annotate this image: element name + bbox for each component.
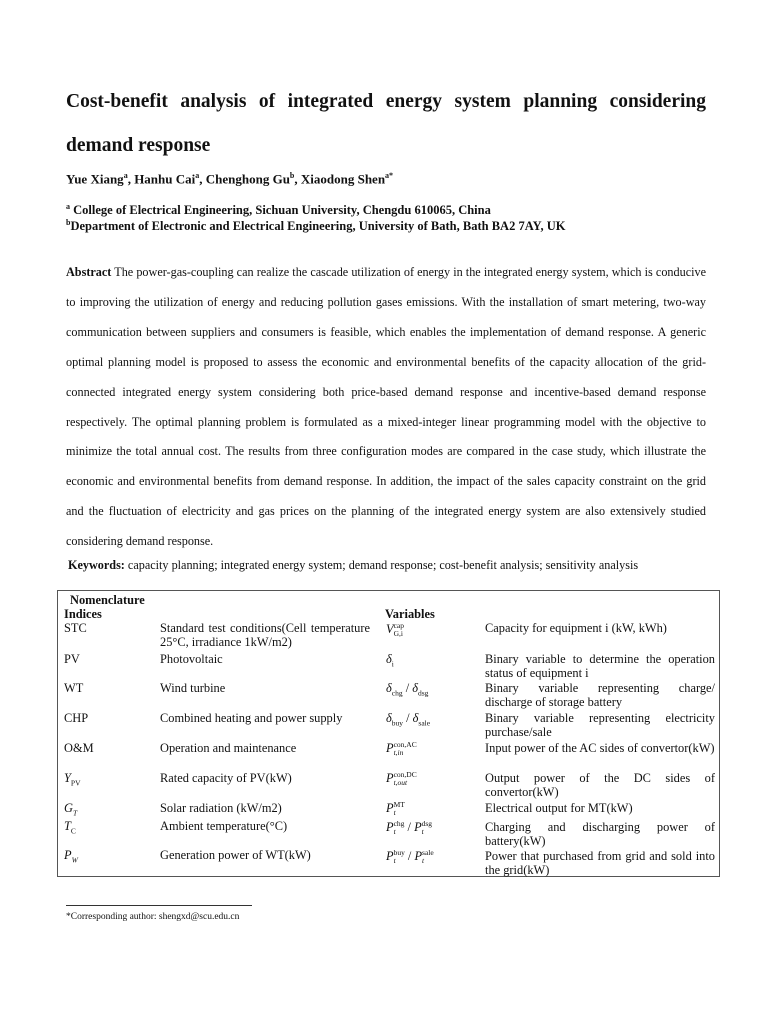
index-symbol: [64, 801, 77, 820]
variable-symbol: [386, 622, 404, 638]
symbol-subscript: G,i: [393, 629, 403, 639]
nomenclature-heading: Nomenclature: [70, 593, 145, 607]
symbol-base: P: [64, 848, 72, 862]
symbol-superscript: con,DC: [393, 770, 417, 780]
affiliation-mark: a: [66, 202, 70, 211]
abstract-label: Abstract: [66, 265, 112, 279]
symbol-base: P: [386, 801, 394, 815]
affiliation-a: [66, 202, 491, 218]
variable-description: Binary variable representing electricity purchase/sale: [485, 711, 715, 739]
variable-description: Binary variable representing charge/ discharge of storage battery: [485, 681, 715, 709]
symbol-subscript: PV: [70, 778, 81, 788]
index-description: Solar radiation (kW/m2): [160, 801, 282, 815]
abstract-text: The power-gas-coupling can realize the cascade utilization of energy in the integrated energy system, which is conducive to improving the utilization of energy and reducing pollution gases emissions. With the installation of smart metering, two-way communication between suppliers and consumers is feasible, which enables the implementation of demand response. A generic optimal planning model is proposed to assess the economic and environmental benefits of the capacity allocation of the grid-connected integrated energy system considering both price-based demand response and incentive-based demand response respectively. The optimal planning problem is formulated as a mixed-integer linear programming model with the objective to minimize the total annual cost. The results from three configuration modes are compared in the case study, which illustrate the economic and environmental benefits from demand response. In addition, the impact of the sales capacity constraint on the grid and the fluctuation of electricity and gas prices on the planning of the integrated energy system are also extensively studied considering demand response.: [66, 265, 706, 549]
affiliation-b: [66, 218, 565, 234]
symbol-base: G: [64, 801, 73, 815]
symbol-subscript: t: [393, 808, 396, 818]
variable-symbol: [386, 771, 417, 787]
symbol-subscript: t: [421, 827, 424, 837]
symbol-base: Y: [64, 771, 71, 785]
index-description: Standard test conditions(Cell temperature 25°C, irradiance 1kW/m2): [160, 621, 370, 649]
paper-title-line-1: Cost-benefit analysis of integrated energy system planning considering: [66, 91, 706, 112]
author-name: Yue Xiang: [66, 171, 124, 187]
symbol-superscript: buy: [393, 848, 405, 858]
index-description: Photovoltaic: [160, 652, 223, 666]
keywords-label: Keywords:: [68, 558, 125, 572]
author-affiliation-mark: a: [123, 171, 128, 180]
symbol-superscript: chg: [393, 819, 405, 829]
symbol-subscript: chg: [391, 688, 403, 698]
symbol-base: δ: [386, 652, 392, 666]
variable-description: Capacity for equipment i (kW, kWh): [485, 621, 667, 635]
paper-title-line-2: demand response: [66, 135, 211, 156]
symbol-subscript: W: [71, 855, 78, 865]
author-name: Chenghong Gu: [205, 171, 290, 187]
symbol-base: δ: [386, 711, 392, 725]
symbol-subscript: i: [391, 659, 394, 669]
symbol-base: δ: [386, 681, 392, 695]
index-symbol: WT: [64, 681, 84, 695]
index-symbol: [64, 819, 76, 838]
variable-symbol: P buy t / P sale t: [386, 848, 434, 866]
symbol-subscript: buy: [391, 718, 404, 728]
symbol-subscript: dsg: [418, 688, 429, 698]
indices-heading: Indices: [64, 607, 102, 621]
index-description: Operation and maintenance: [160, 741, 297, 755]
symbol-subscript: t,out: [393, 778, 408, 788]
symbol-subscript: t: [393, 827, 396, 837]
variable-description: Output power of the DC sides of convertor(kW): [485, 771, 715, 799]
index-symbol: STC: [64, 621, 87, 635]
variable-description: Power that purchased from grid and sold into the grid(kW): [485, 849, 715, 877]
keywords: [68, 558, 638, 573]
symbol-base: V: [386, 622, 394, 636]
affiliation-text: Department of Electronic and Electrical Engineering, University of Bath, Bath BA2 7AY, UK: [70, 219, 566, 234]
author-list: Yue Xiang$^a$, Hanhu Cai$^a$, Chenghong Gu$^b$, Xiaodong Shen$^{a*}$: [66, 171, 394, 187]
symbol-base: P: [386, 741, 394, 755]
index-description: Wind turbine: [160, 681, 226, 695]
variable-description: Charging and discharging power of battery(kW): [485, 820, 715, 848]
symbol-base: δ: [412, 711, 419, 725]
symbol-subscript: T: [72, 808, 78, 818]
index-symbol: CHP: [64, 711, 89, 725]
symbol-base: T: [64, 819, 71, 833]
keywords-text: capacity planning; integrated energy system; demand response; cost-benefit analysis; sensitivity analysis: [127, 558, 639, 572]
index-description: Generation power of WT(kW): [160, 848, 311, 862]
variable-symbol: [386, 801, 405, 817]
variable-symbol: P chg t / P dsg t: [386, 819, 433, 837]
author-name: Xiaodong Shen: [300, 171, 386, 187]
symbol-superscript: con,AC: [393, 740, 417, 750]
symbol-base: P: [386, 771, 394, 785]
index-description: Combined heating and power supply: [160, 711, 343, 725]
corresponding-author-footnote: *Corresponding author: shengxd@scu.edu.cn: [66, 912, 240, 922]
abstract: [66, 258, 706, 557]
symbol-subscript: C: [70, 826, 76, 836]
author-affiliation-mark: a*: [385, 171, 394, 180]
symbol-subscript: t: [422, 856, 425, 866]
index-description: Rated capacity of PV(kW): [160, 771, 292, 785]
symbol-superscript: dsg: [421, 819, 433, 829]
index-symbol: [64, 848, 78, 867]
symbol-base: P: [386, 820, 394, 834]
variable-description: Electrical output for MT(kW): [485, 801, 633, 815]
variable-symbol: $\delta_{buy} / \delta_{sale}$: [386, 711, 431, 728]
index-symbol: PV: [64, 652, 80, 666]
affiliation-text: College of Electrical Engineering, Sichuan University, Chengdu 610065, China: [73, 203, 491, 218]
variables-heading: Variables: [385, 607, 435, 621]
symbol-superscript: MT: [393, 800, 405, 810]
footnote-divider: [66, 905, 252, 906]
author-affiliation-mark: a: [195, 171, 200, 180]
variable-symbol: $\delta_{chg} / \delta_{dsg}$: [386, 681, 429, 698]
author-name: Hanhu Cai: [134, 171, 196, 187]
symbol-base: P: [414, 820, 422, 834]
variable-symbol: [386, 652, 394, 671]
symbol-subscript: t: [393, 856, 396, 866]
variable-description: Input power of the AC sides of convertor(kW): [485, 741, 715, 755]
symbol-subscript: t,in: [393, 748, 404, 758]
nomenclature-table: [57, 590, 720, 877]
author-affiliation-mark: b: [289, 171, 295, 180]
variable-description: Binary variable to determine the operation status of equipment i: [485, 652, 715, 680]
symbol-base: P: [386, 849, 394, 863]
symbol-base: δ: [412, 681, 419, 695]
variable-symbol: [386, 741, 417, 757]
symbol-superscript: sale: [422, 848, 434, 858]
paper-title: [66, 80, 706, 168]
symbol-superscript: cap: [393, 621, 404, 631]
index-description: Ambient temperature(°C): [160, 819, 288, 833]
symbol-subscript: sale: [418, 718, 431, 728]
symbol-base: P: [414, 849, 423, 863]
affiliation-mark: b: [66, 218, 71, 227]
index-symbol: O&M: [64, 741, 94, 755]
index-symbol: [64, 771, 81, 790]
